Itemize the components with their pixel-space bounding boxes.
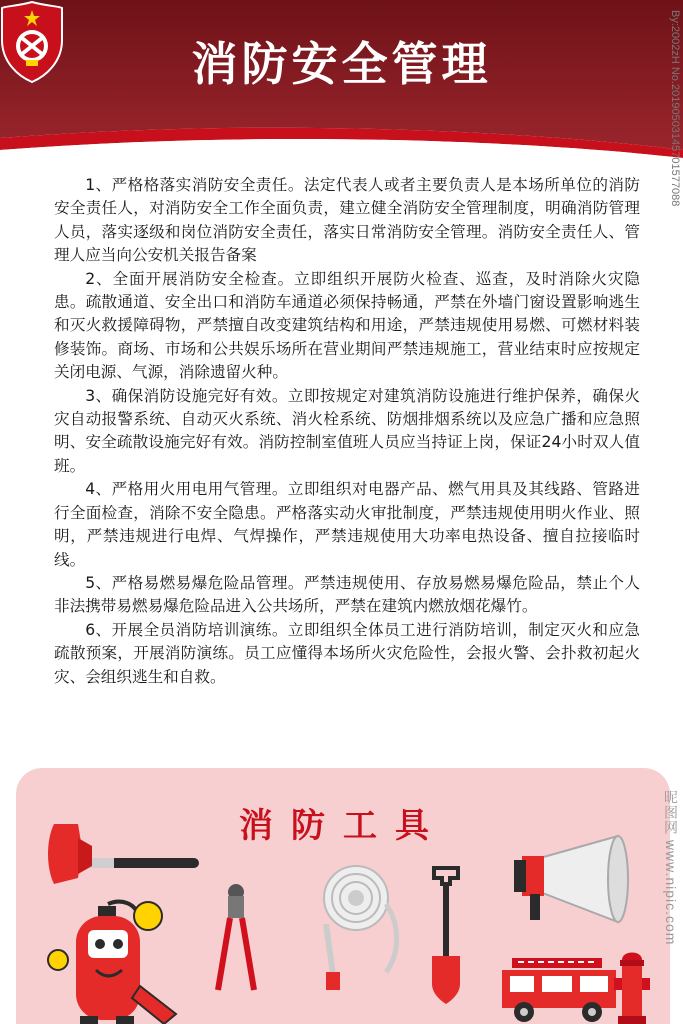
regulation-item-5: 5、严格易燃易爆危险品管理。严禁违规使用、存放易燃易爆危险品，禁止个人非法携带易燃易爆危险品进入公共场所，严禁在建筑内燃放烟花爆竹。 [54,573,640,616]
regulation-item-6: 6、开展全员消防培训演练。立即组织全体员工进行消防培训，制定灭火和应急疏散预案，开展消防演练。员工应懂得本场所火灾危险性，会报火警、会扑救初起火灾、会组织逃生和自救。 [54,620,640,686]
regulation-item-4: 4、严格用火用电用气管理。立即组织对电器产品、燃气用具及其线路、管路进行全面检查，消除不安全隐患。严格落实动火审批制度，严禁违规使用明火作业、照明，严禁违规进行电焊、气焊操作，严禁违规使用大功率电热设备、擅自拉接临时线。 [54,480,640,569]
fire-truck-icon [496,952,622,1024]
image-id-watermark: By:2002zH No.20190503145701577088 [669,10,681,207]
site-watermark: 昵图网 www.nipic.com [663,790,679,946]
header-banner [0,0,683,170]
fire-tools-panel [16,768,670,1024]
fire-axe-icon [44,818,204,898]
regulation-item-3: 3、确保消防设施完好有效。立即按规定对建筑消防设施进行维护保养，确保火灾自动报警系统、自动灭火系统、消火栓系统、防烟排烟系统以及应急广播和应急照明、安全疏散设施完好有效。消防控制室值班人员应当持证上岗，保证24小时双人值班。 [54,386,640,475]
fire-shovel-icon [424,864,468,1004]
regulation-item-1: 1、严格格落实消防安全责任。法定代表人或者主要负责人是本场所单位的消防安全责任人，对消防安全工作全面负责，建立健全消防安全管理制度，明确消防管理人员，落实逐级和岗位消防安全责任，落实日常消防安全管理。消防安全责任人、管理人应当向公安机关报告备案 [54,176,640,265]
bolt-cutter-icon [212,882,260,992]
tools-title: 消防工具 [239,806,447,846]
regulations-text [54,174,640,689]
fire-hose-reel-icon [316,864,406,994]
fire-extinguisher-mascot-icon [36,896,186,1024]
megaphone-icon [508,834,634,924]
fire-hydrant-icon [614,944,650,1024]
regulation-item-2: 2、全面开展消防安全检查。立即组织开展防火检查、巡查，及时消除火灾隐患。疏散通道、安全出口和消防车通道必须保持畅通，严禁在外墙门窗设置影响逃生和灭火救援障碍物，严禁擅自改变建筑结构和用途，严禁违规使用易燃、可燃材料装修装饰。商场、市场和公共娱乐场所在营业期间严禁违规施工，营业结束时应按规定关闭电源、气源，消除遗留火种。 [54,269,640,382]
page-title: 消防安全管理 [191,37,492,91]
